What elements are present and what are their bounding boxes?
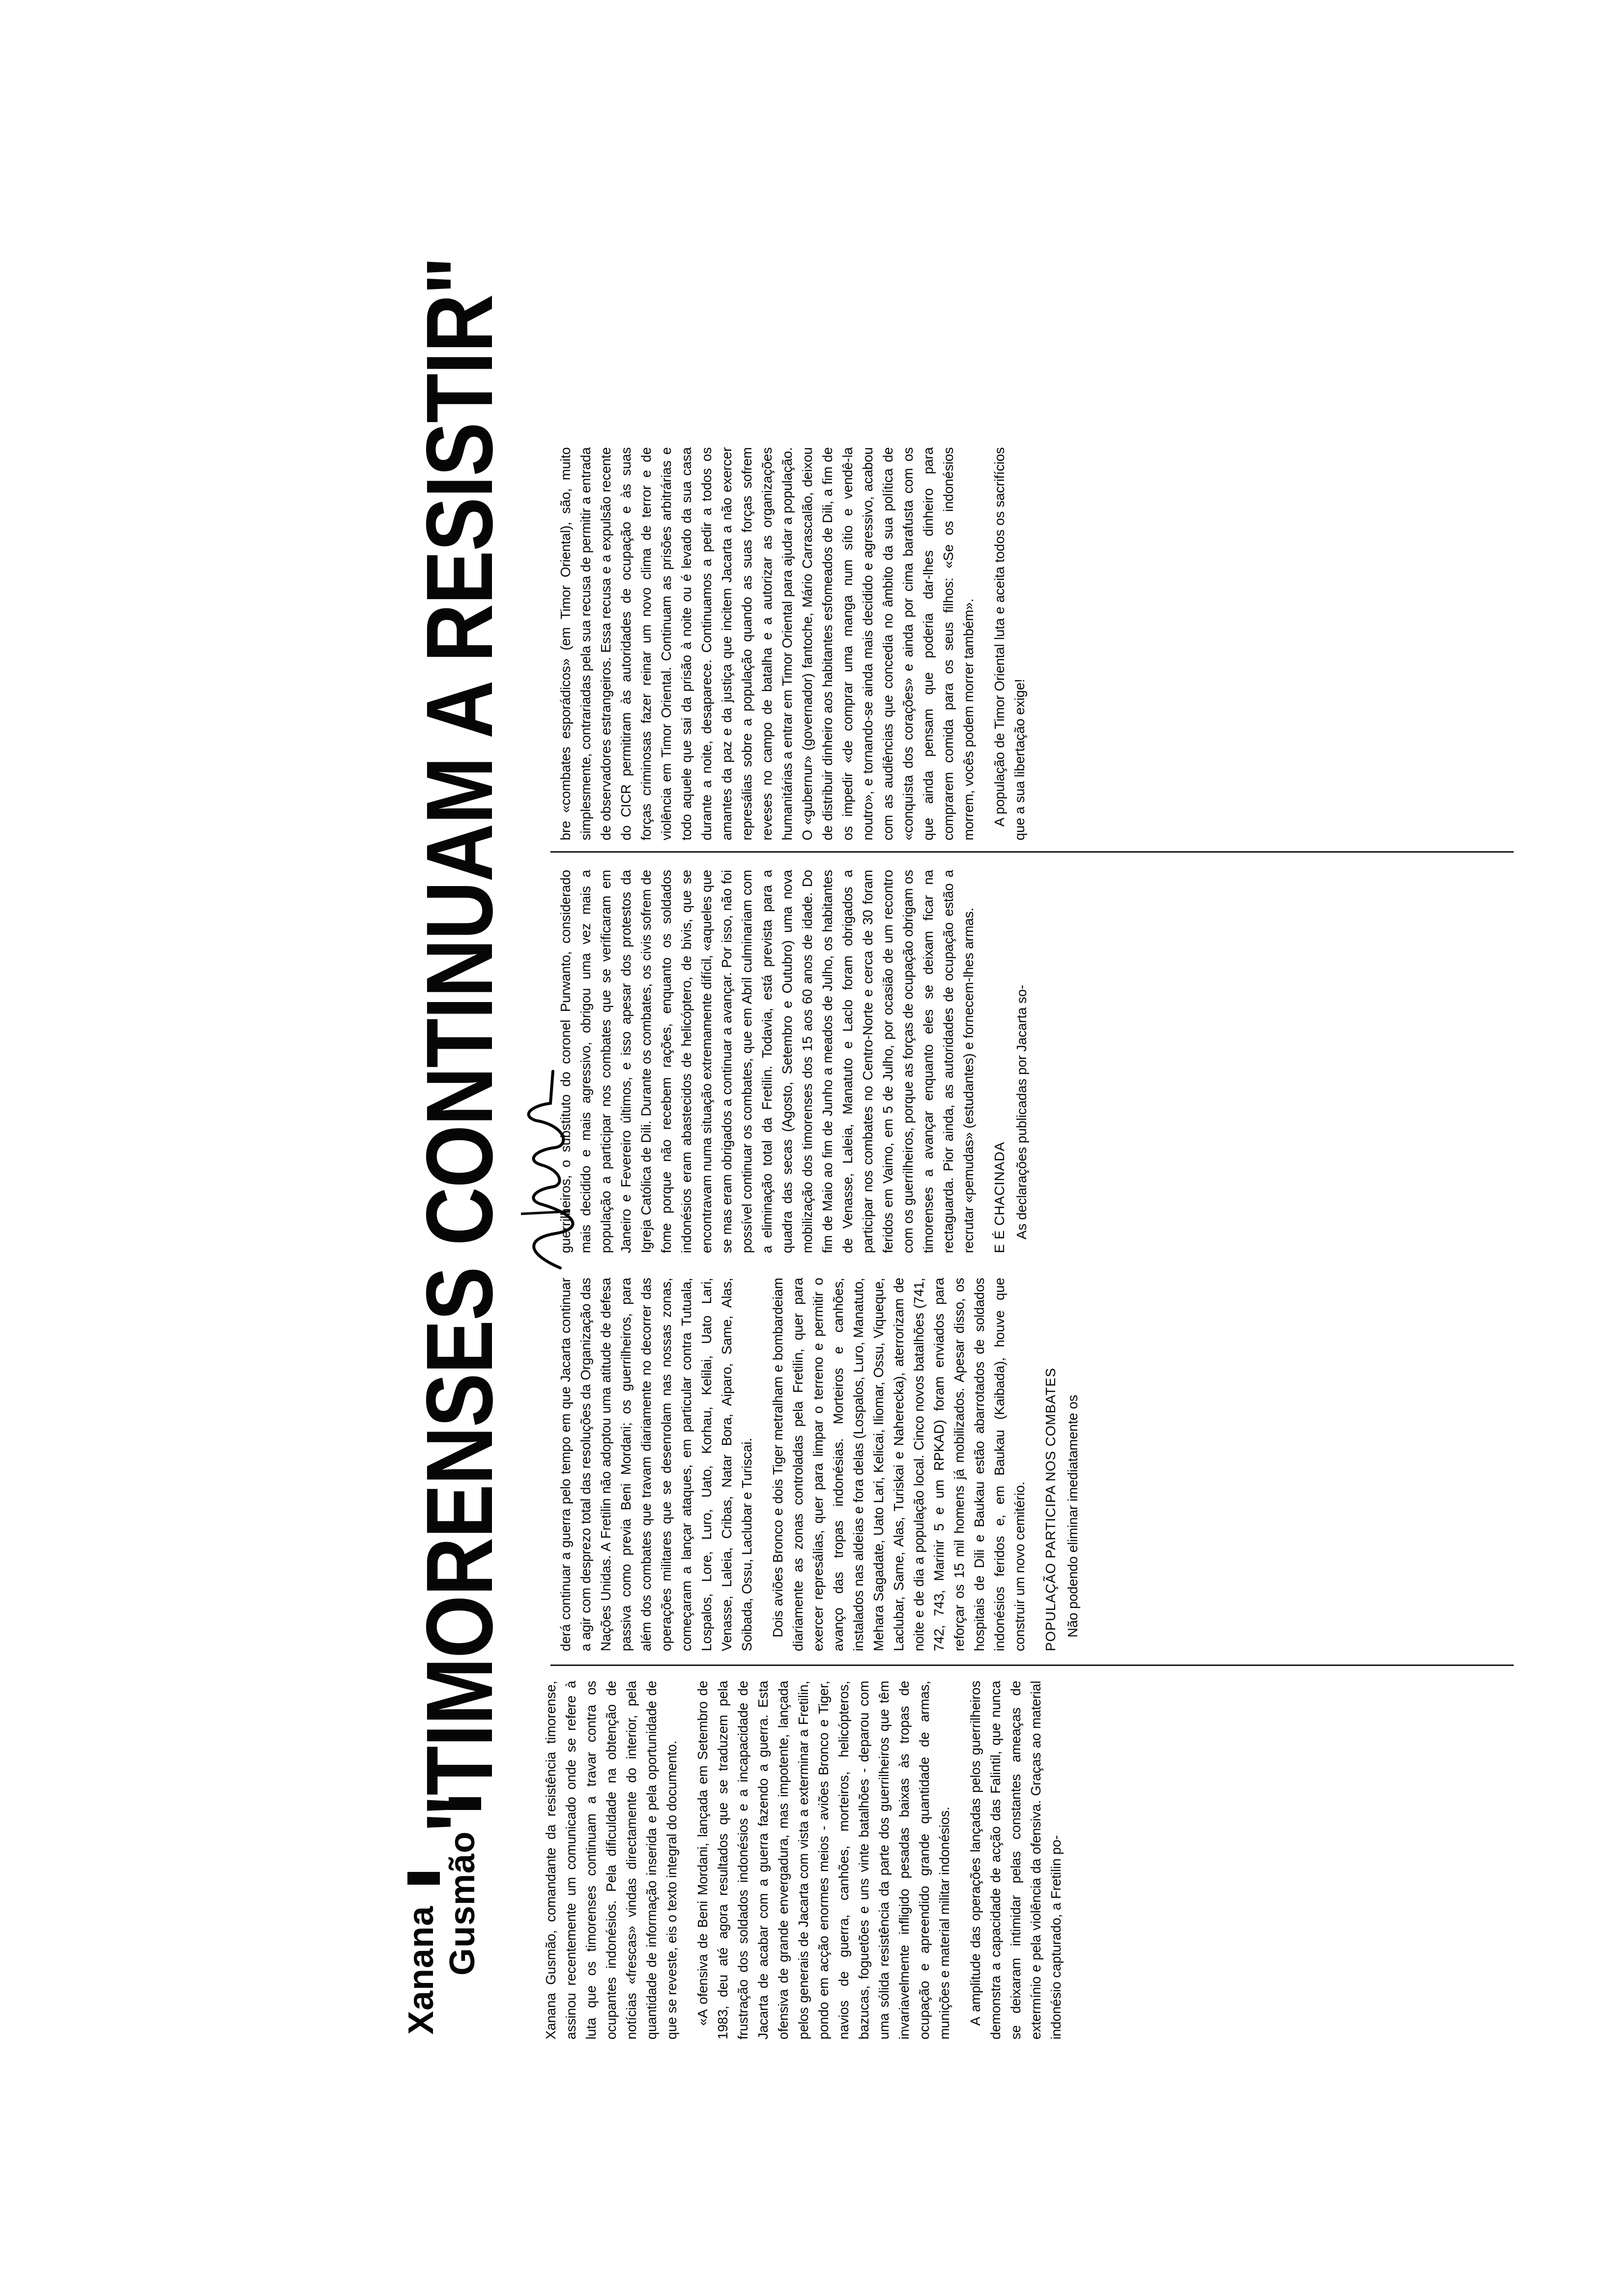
subheading: POPULAÇÃO PARTICIPA NOS COMBATES [1043, 1367, 1058, 1651]
byline-first-text: Xanana [402, 1905, 441, 2035]
paragraph: Dois aviões Bronco e dois Tiger metralham e bombardeiam diariamente as zonas controladas pela Fretilin, quer para exercer represálias, quer para limpar o terreno e permitir o avanço das tropas indonésias. Morteiros e canhões, instalados nas aldeias e fora delas (Lospalos, Luro, Manatuto, Mehara Sagadate, Uato Lari, Kelicai, Iliomar, Ossu, Viqueque, Laclubar, Same, Alas, Turiskai e Naherecka), aterrorizam de noite e de dia a população local. Cinco novos batalhões (741, 742, 743, Marinir 5 e um RPKAD) foram enviados para reforçar os 15 mil homens já mobilizados. Apesar disso, os hospitais de Dili e Baukau estão abarrotados de soldados indonésios feridos e, em Baukau (Kaibada), houve que construir um novo cemitério. [770, 1278, 1027, 1651]
article-column-3 [555, 870, 1042, 1253]
column-divider [550, 851, 1514, 853]
byline-last-text: Gusmão [443, 1831, 482, 1976]
rotated-newspaper-article [393, 123, 1524, 2039]
paragraph: «A ofensiva de Beni Mordani, lançada em Setembro de 1983, deu até agora resultados que se traduzem pela frustração dos soldados indonésios e a incapacidade de Jacarta de acabar com a guerra fazendo a guerra. Esta ofensiva de grande envergadura, mas impotente, lançada pelos generais de Jacarta com vista a exterminar a Fretilin, pondo em acção enormes meios - aviões Bronco e Tiger, navios de guerra, canhões, morteiros, helicópteros, bazucas, foguetões e uns vinte batalhões - deparou com uma sólida resistência da parte dos guerrilheiros que têm invariavelmente infligido pesadas baixas às tropas de ocupação e apreendido grande quantidade de armas, munições e material militar indonésios. [695, 1681, 952, 2039]
paragraph: guerrilheiros, o substituto do coronel Purwanto, considerado mais decidido e mais agressivo, obrigou uma vez mais a população a participar nos combates que se verificaram em Janeiro e Fevereiro últimos, e isso apesar dos protestos da Igreja Católica de Dili. Durante os combates, os civis sofrem de fome porque não recebem rações, enquanto os soldados indonésios eram abastecidos de helicóptero, de bivis, que se encontravam numa situação extremamente difícil, «aqueles que se mas eram obrigados a continuar a avançar. Por isso, não foi possível continuar os combates, que em Abril culminariam com a eliminação total da Fretilin. Todavia, está prevista para a quadra das secas (Agosto, Setembro e Outubro) uma nova mobilização dos timorenses dos 15 aos 60 anos de idade. Do fim de Maio ao fim de Junho a meados de Julho, os habitantes de Venasse, Laleia, Manatuto e Laclo foram obrigados a participar nos combates no Centro-Norte e cerca de 30 foram feridos em Vaimo, em 5 de Julho, por ocasião de um recontro com os guerrilheiros, porque as forças de ocupação obrigam os timorenses a avançar enquanto eles se deixam ficar na rectaguarda. Pior ainda, as autoridades de ocupação estão a recrutar «pemudas» (estudantes) e fornecem-lhes armas. [558, 870, 976, 1253]
paragraph: A população de Timor Oriental luta e aceita todos os sacrifícios que a sua libertação exige! [992, 447, 1027, 840]
column-divider [550, 1665, 1514, 1666]
article-column-2 [555, 1278, 1094, 1651]
headline: "TIMORENSES CONTINUAM A RESISTIR" [406, 257, 512, 1833]
paragraph: A amplitude das operações lançadas pelos guerrilheiros demonstra a capacidade de acção das Falintil, que nunca se deixaram intimidar pelas constantes ameaças de extermínio e pela violência da ofensiva. Graças ao material indonésio capturado, a Fretilin po- [968, 1681, 1064, 2039]
paragraph: Xanana Gusmão, comandante da resistência timorense, assinou recentemente um comunicado onde se refere à luta que os timorenses continuam a travar contra os ocupantes indonésios. Pela dificuldade na obtenção de notícias «frescas» vindas directamente do interior, pela quantidade de informação inserida e pela oportunidade de que se reveste, eis o texto integral do documento. [543, 1681, 679, 2039]
paragraph: Não podendo eliminar imediatamente os [1065, 1395, 1080, 1637]
article-column-1 [541, 1681, 1077, 2039]
subheading: E É CHACINADA [992, 1142, 1007, 1253]
paragraph: As declarações publicadas por Jacarta so- [1014, 984, 1029, 1239]
paragraph: derá continuar a guerra pelo tempo em que Jacarta continuar a agir com desprezo total das resoluções da Organização das Nações Unidas. A Fretilin não adoptou uma atitude de defesa passiva como previa Beni Mordani; os guerrilheiros, para além dos combates que travam diariamente no decorrer das operações militares que se desenrolam nas nossas zonas, começaram a lançar ataques, em particular contra Tutuala, Lospalos, Lore, Luro, Uato, Korhau, Kelilai, Uato Lari, Venasse, Laleia, Cribas, Natar Bora, Aiparo, Same, Alas, Soibada, Ossu, Laclubar e Turiscai. [558, 1278, 754, 1651]
article-column-4 [555, 447, 1040, 840]
paragraph: bre «combates esporádicos» (em Timor Oriental), são, muito simplesmente, contrariadas pela sua recusa de permitir a entrada de observadores estrangeiros. Essa recusa e a expulsão recente do CICR permitiram às autoridades de ocupação e às suas forças criminosas fazer reinar um novo clima de terror e de violência em Timor Oriental. Continuam as prisões arbitrárias e todo aquele que sai da prisão à noite ou é levado da sua casa durante a noite, desaparece. Continuamos a pedir a todos os amantes da paz e da justiça que incitem Jacarta a não exercer represálias sobre a população quando as suas forças sofrem reveses no campo de batalha e a autorizar as organizações humanitárias a entrar em Timor Oriental para ajudar a população. O «gubernur» (governador) fantoche, Mário Carrascalão, deixou de distribuir dinheiro aos habitantes esfomeados de Dili, a fim de os impedir «de comprar uma manga num sítio e vendê-la noutro», e tornando-se ainda mais decidido e agressivo, acabou com as audiências que concedia no âmbito da sua política de «conquista dos corações» e ainda por cima barafusta com os que ainda pensam que poderia dar-lhes dinheiro para comprarem comida para os seus filhos: «Se os indonésios morrem, vocês podem morrer também». [558, 447, 976, 840]
byline-bar-icon [407, 1872, 440, 1885]
